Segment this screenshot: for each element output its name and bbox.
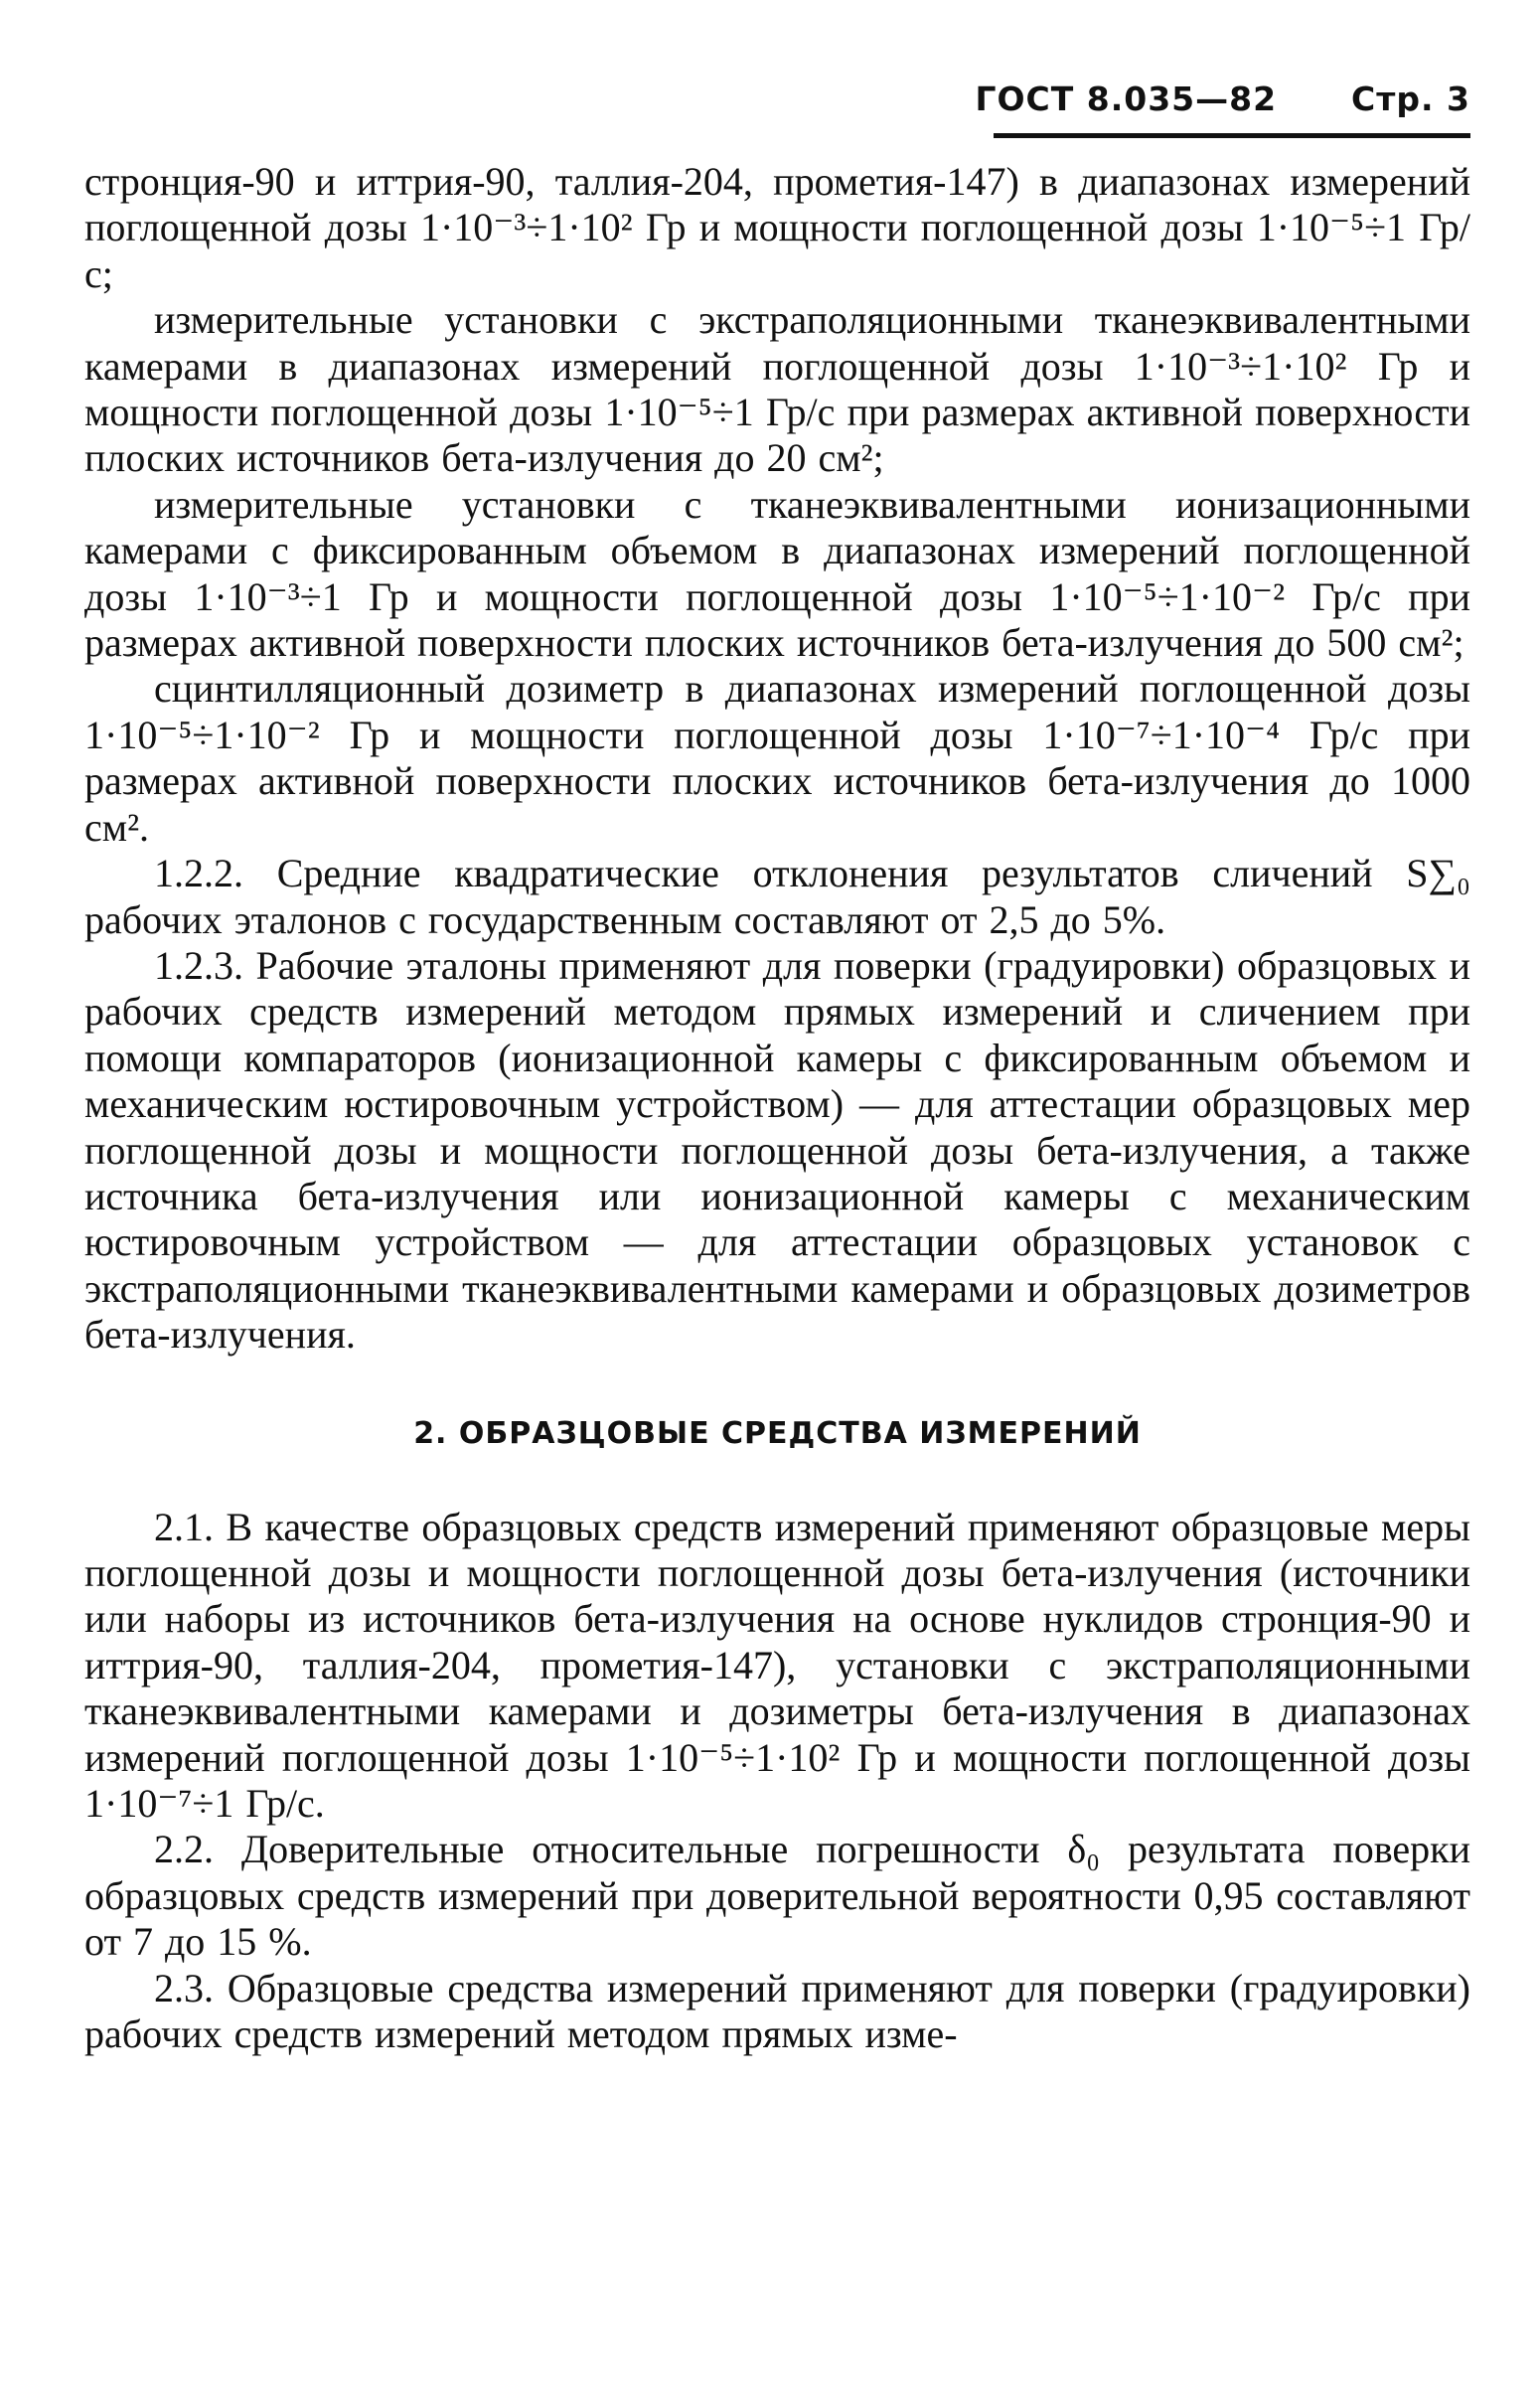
- standard-number: ГОСТ 8.035—82: [975, 80, 1278, 118]
- paragraph-1-2-2: 1.2.2. Средние квадратические отклонения результатов сличений S∑₀ рабочих эталонов с государственным составляют от 2,5 до 5%.: [84, 851, 1470, 942]
- paragraph-continuation: стронция-90 и иттрия-90, таллия-204, прометия-147) в диапазонах измерений поглощенной дозы 1·10⁻³÷1·10² Гр и мощности поглощенной дозы 1·10⁻⁵÷1 Гр/с;: [84, 159, 1470, 296]
- paragraph-ionization-chambers: измерительные установки с тканеэквивалентными ионизационными камерами с фиксированным объемом в диапазонах измерений поглощенной дозы 1·10⁻³÷1 Гр и мощности поглощенной дозы 1·10⁻⁵÷1·10⁻² Гр/с при размерах активной поверхности плоских источников бета-излучения до 500 см²;: [84, 481, 1470, 666]
- paragraph-scintillation-dosimeter: сцинтилляционный дозиметр в диапазонах измерений поглощенной дозы 1·10⁻⁵÷1·10⁻² Гр и мощности поглощенной дозы 1·10⁻⁷÷1·10⁻⁴ Гр/с при размерах активной поверхности плоских источников бета-излучения до 1000 см².: [84, 666, 1470, 850]
- paragraph-1-2-3: 1.2.3. Рабочие эталоны применяют для поверки (градуировки) образцовых и рабочих средств измерений методом прямых измерений и сличением при помощи компараторов (ионизационной камеры с фиксированным объемом и механическим юстировочным устройством) — для аттестации образцовых мер поглощенной дозы и мощности поглощенной дозы бета-излучения, а также источника бета-излучения или ионизационной камеры с механическим юстировочным устройством — для аттестации образцовых установок с экстраполяционными тканеэквивалентными камерами и образцовых дозиметров бета-излучения.: [84, 942, 1470, 1358]
- page-number: Стр. 3: [1351, 80, 1470, 118]
- document-body: [84, 159, 1470, 2057]
- paragraph-2-2: 2.2. Доверительные относительные погрешности δ₀ результата поверки образцовых средств измерений при доверительной вероятности 0,95 составляют от 7 до 15 %.: [84, 1827, 1470, 1965]
- section-heading: 2. ОБРАЗЦОВЫЕ СРЕДСТВА ИЗМЕРЕНИЙ: [413, 1415, 1142, 1451]
- page-header: [60, 80, 1470, 118]
- paragraph-extrapolation-installations: измерительные установки с экстраполяционными тканеэквивалентными камерами в диапазонах измерений поглощенной дозы 1·10⁻³÷1·10² Гр и мощности поглощенной дозы 1·10⁻⁵÷1 Гр/с при размерах активной поверхности плоских источников бета-излучения до 20 см²;: [84, 297, 1470, 481]
- header-rule: [994, 133, 1470, 138]
- paragraph-2-1: 2.1. В качестве образцовых средств измерений применяют образцовые меры поглощенной дозы и мощности поглощенной дозы бета-излучения (источники или наборы из источников бета-излучения на основе нуклидов стронция-90 и иттрия-90, таллия-204, прометия-147), установки с экстраполяционными тканеэквивалентными камерами и дозиметры бета-излучения в диапазонах измерений поглощенной дозы 1·10⁻⁵÷1·10² Гр и мощности поглощенной дозы 1·10⁻⁷÷1 Гр/с.: [84, 1504, 1470, 1826]
- paragraph-2-3: 2.3. Образцовые средства измерений применяют для поверки (градуировки) рабочих средств измерений методом прямых изме-: [84, 1965, 1470, 2057]
